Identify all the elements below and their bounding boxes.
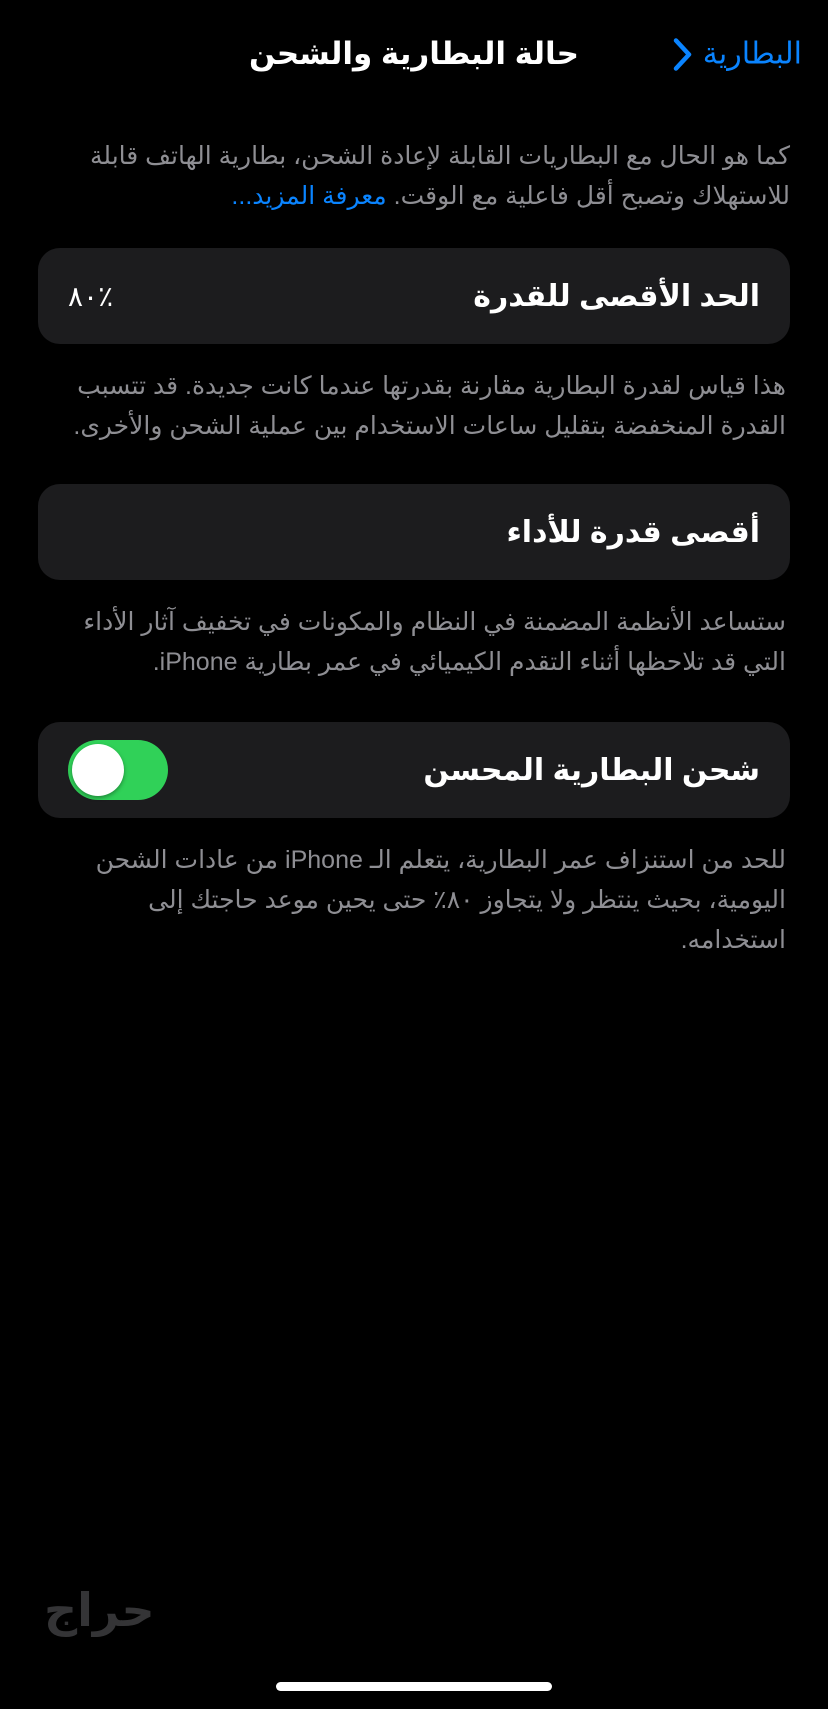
intro-text: كما هو الحال مع البطاريات القابلة لإعادة الشحن، بطارية الهاتف قابلة للاستهلاك وتصبح أقل فاعلية مع الوقت. xyxy=(90,142,790,210)
section-peak-performance xyxy=(38,484,790,682)
back-button[interactable] xyxy=(673,37,802,72)
learn-more-link[interactable]: معرفة المزيد... xyxy=(231,182,387,210)
optimized-charging-label: شحن البطارية المحسن xyxy=(423,753,760,787)
chevron-right-icon xyxy=(673,37,693,71)
settings-content xyxy=(0,136,828,960)
page-title: حالة البطارية والشحن xyxy=(249,36,580,71)
navigation-bar xyxy=(0,0,828,108)
optimized-charging-toggle[interactable] xyxy=(68,740,168,800)
maximum-capacity-footnote: هذا قياس لقدرة البطارية مقارنة بقدرتها عندما كانت جديدة. قد تتسبب القدرة المنخفضة بتقليل ساعات الاستخدام بين عملية الشحن والأخرى. xyxy=(73,372,786,440)
back-button-label: البطارية xyxy=(702,37,802,71)
maximum-capacity-label: الحد الأقصى للقدرة xyxy=(473,279,760,313)
optimized-charging-footnote: للحد من استنزاف عمر البطارية، يتعلم الـ iPhone من عادات الشحن اليومية، بحيث ينتظر ولا يتجاوز ٨٠٪ حتى يحين موعد حاجتك إلى استخدامه. xyxy=(95,846,786,954)
home-indicator[interactable] xyxy=(276,1682,552,1691)
maximum-capacity-value: ٨٠٪ xyxy=(68,280,114,312)
peak-performance-label: أقصى قدرة للأداء xyxy=(506,515,760,549)
maximum-capacity-row[interactable] xyxy=(38,248,790,344)
peak-performance-row[interactable] xyxy=(38,484,790,580)
optimized-charging-row xyxy=(38,722,790,818)
toggle-knob xyxy=(72,744,124,796)
peak-performance-footnote: ستساعد الأنظمة المضمنة في النظام والمكونات في تخفيف آثار الأداء التي قد تلاحظها أثناء التقدم الكيميائي في عمر بطارية iPhone. xyxy=(83,608,786,676)
section-maximum-capacity xyxy=(38,248,790,446)
watermark-logo: حراج xyxy=(44,1584,155,1636)
intro-paragraph xyxy=(38,136,790,216)
section-optimized-charging xyxy=(38,722,790,960)
